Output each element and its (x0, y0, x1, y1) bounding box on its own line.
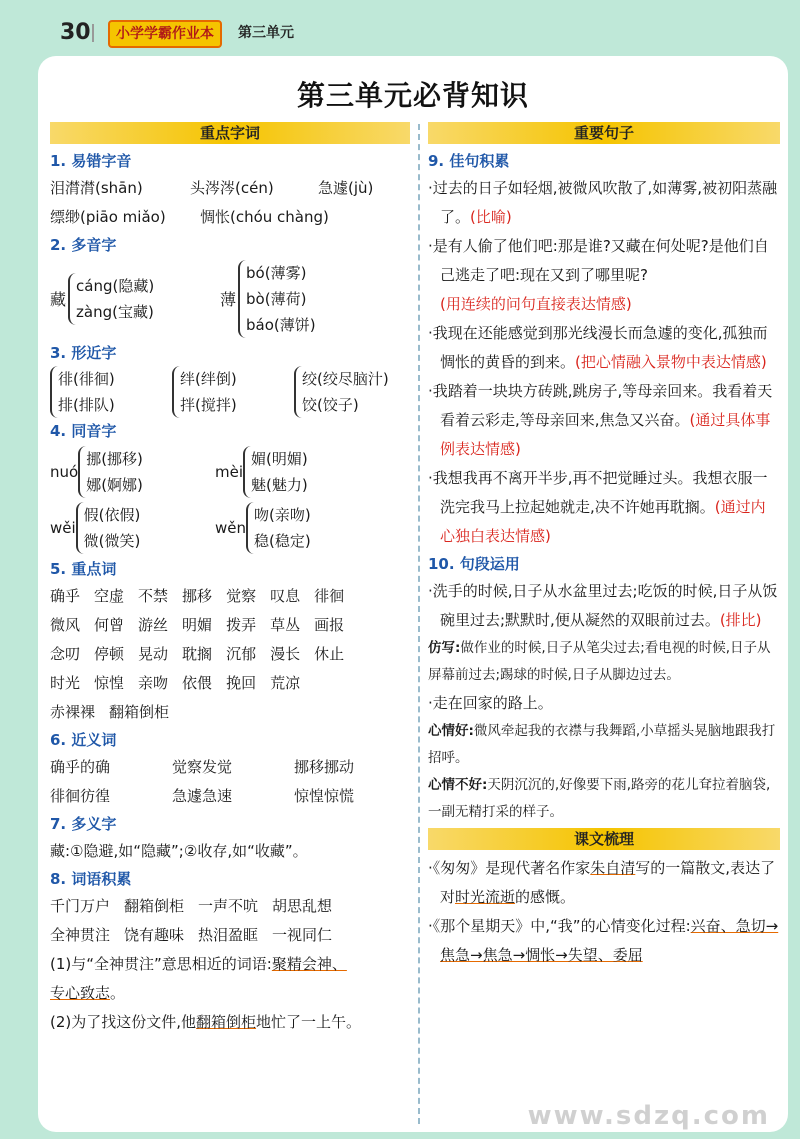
pinyin-item: 惆怅(chóu chàng) (200, 208, 329, 226)
word: 急速 (202, 787, 233, 805)
idiom: 全神贯注 (50, 926, 111, 944)
word: 觉察 (172, 758, 203, 776)
char-item: 绞(绞尽脑汁) (302, 370, 389, 388)
label: 心情不好: (428, 777, 488, 793)
review-item (428, 912, 780, 970)
word: 惊慌 (324, 787, 355, 805)
sentence-item (428, 464, 780, 551)
word: 徘徊 (50, 787, 81, 805)
word: 晃动 (138, 645, 169, 663)
right-column (428, 120, 780, 970)
sentence-note: (用连续的问句直接表达情感) (440, 295, 632, 313)
exercise-text: (2)为了找这份文件,他 (50, 1013, 197, 1031)
brace-list (238, 260, 316, 338)
section-heading: 2. 多音字 (50, 236, 117, 254)
word: 挽回 (226, 674, 257, 692)
synonym-pair (172, 782, 294, 811)
pinyin-item: 急遽(jù) (318, 179, 374, 197)
idiom: 一声不吭 (198, 897, 259, 915)
brand-badge: 小学学霸作业本 (108, 20, 222, 48)
sentence-item (428, 319, 780, 377)
answer-text: 翻箱倒柜 (196, 1013, 257, 1031)
answer-text: 兴奋、急切→焦急→焦急→惆怅→失望、委屈 (440, 917, 779, 964)
char-item: 魅(魅力) (251, 476, 308, 494)
imitation-text: 做作业的时候,日子从笔尖过去;看电视的时候,日子从屏幕前过去;踢球的时候,日子从脚边过去。 (428, 640, 771, 683)
pinyin-item: 泪潸潸(shān) (50, 179, 143, 197)
char-item: 微(微笑) (83, 532, 141, 550)
polyphone-char: 薄 (220, 289, 237, 309)
exercise-text: (1)与“全神贯注”意思相近的词语: (50, 955, 272, 973)
page-header (0, 0, 800, 50)
sentence-item (428, 232, 780, 319)
review-text: 写的一篇散文,表达了对 (440, 859, 776, 906)
polyphone-char: 藏 (50, 289, 67, 309)
review-text: ·《匆匆》是现代著名作家 (428, 859, 591, 877)
left-column (50, 120, 410, 1037)
sentence-item (428, 174, 780, 232)
section-heading: 8. 词语积累 (50, 870, 132, 888)
exercise-text: 地忙了一上午。 (256, 1013, 362, 1031)
section-heading: 1. 易错字音 (50, 152, 132, 170)
char-item: 娜(婀娜) (86, 476, 143, 494)
brace-list (68, 273, 154, 325)
watermark: www.sdzq.com (527, 1101, 770, 1131)
idiom: 胡思乱想 (272, 897, 333, 915)
word: 觉察 (226, 587, 257, 605)
sentence-note: (比喻) (470, 208, 512, 226)
content-card (38, 56, 788, 1132)
word: 微风 (50, 616, 81, 634)
word: 停顿 (94, 645, 125, 663)
mood-text: 微风牵起我的衣襟与我舞蹈,小草摇头晃脑地跟我打招呼。 (428, 723, 776, 766)
char-item: 排(排队) (58, 396, 115, 414)
word: 确乎 (50, 587, 81, 605)
word: 不禁 (138, 587, 169, 605)
word: 惊惶 (94, 674, 125, 692)
word: 翻箱倒柜 (109, 703, 170, 721)
word: 依偎 (182, 674, 213, 692)
sentence-text: ·过去的日子如轻烟,被微风吹散了,如薄雾,被初阳蒸融了。 (428, 179, 778, 226)
label: 心情好: (428, 723, 474, 739)
word: 何曾 (94, 616, 125, 634)
homophone-group (215, 502, 311, 554)
word: 亲吻 (138, 674, 169, 692)
polysemy-text: 藏:①隐避,如“隐藏”;②收存,如“收藏”。 (50, 842, 308, 860)
page-number: 30 (60, 20, 91, 45)
char-item: 媚(明媚) (251, 450, 308, 468)
word: 发觉 (202, 758, 233, 776)
column-divider (418, 124, 420, 1124)
homophone-block (50, 444, 410, 556)
sentence-item (428, 577, 780, 635)
word: 空虚 (94, 587, 125, 605)
homophone-pinyin: wěn (215, 518, 247, 537)
synonym-pair (50, 753, 172, 782)
sentence-text: ·我踏着一块块方砖跳,跳房子,等母亲回来。我看着天看着云彩走,等母亲回来,焦急又兴奋。 (428, 382, 773, 429)
homophone-group (50, 446, 215, 498)
section-heading: 3. 形近字 (50, 344, 117, 362)
synonym-pair (172, 753, 294, 782)
section-band-sentences: 重要句子 (428, 122, 780, 144)
word: 挪移 (294, 758, 325, 776)
unit-label: 第三单元 (238, 25, 294, 41)
exercise-1 (50, 950, 410, 1008)
idiom: 饶有趣味 (124, 926, 185, 944)
mood-text: 天阴沉沉的,好像要下雨,路旁的花儿耷拉着脑袋,一副无精打采的样子。 (428, 777, 771, 820)
char-item: 假(依假) (83, 506, 141, 524)
word: 彷徨 (80, 787, 111, 805)
char-item: 挪(挪移) (86, 450, 143, 468)
reading: bò(薄荷) (246, 290, 307, 308)
similar-chars-block (50, 366, 410, 418)
word: 耽搁 (182, 645, 213, 663)
section-heading: 5. 重点词 (50, 560, 117, 578)
word: 草丛 (270, 616, 301, 634)
exercise-2 (50, 1008, 410, 1037)
answer-text: 时光流逝 (455, 888, 516, 906)
brace-list (50, 366, 164, 418)
section-band-text-review: 课文梳理 (428, 828, 780, 850)
char-item: 徘(徘徊) (58, 370, 115, 388)
word: 荒凉 (270, 674, 301, 692)
exercise-text: 。 (110, 984, 126, 1002)
homophone-group (50, 502, 215, 554)
good-mood (428, 718, 780, 772)
brace-list (76, 502, 141, 554)
key-words (50, 582, 410, 727)
section-band-vocab: 重点字词 (50, 122, 410, 144)
reading: báo(薄饼) (246, 316, 316, 334)
page-title: 第三单元必背知识 (296, 79, 529, 112)
imitation-writing (428, 635, 780, 689)
brace-list (172, 366, 286, 418)
section-heading: 9. 佳句积累 (428, 152, 510, 170)
idiom: 千门万户 (50, 897, 111, 915)
section-heading: 6. 近义词 (50, 731, 117, 749)
brace-list (78, 446, 143, 498)
char-item: 吻(亲吻) (254, 506, 311, 524)
word: 漫长 (270, 645, 301, 663)
pinyin-item: 缥缈(piāo miǎo) (50, 208, 166, 226)
sentence-note: (把心情融入景物中表达情感) (575, 353, 767, 371)
word: 赤裸裸 (50, 703, 96, 721)
sentence-item (428, 377, 780, 464)
word: 休止 (314, 645, 345, 663)
answer-text: 聚精会神、 (271, 955, 347, 973)
homophone-group (215, 446, 308, 498)
word: 游丝 (138, 616, 169, 634)
reading: bó(薄雾) (246, 264, 307, 282)
bad-mood (428, 772, 780, 826)
idiom: 翻箱倒柜 (124, 897, 185, 915)
answer-text: 朱自清 (590, 859, 636, 877)
polyphone-group (220, 260, 316, 338)
synonym-pair (294, 753, 354, 782)
polyphone-group (50, 273, 220, 325)
homophone-pinyin: mèi (215, 462, 244, 481)
label: 仿写: (428, 640, 461, 656)
word: 挪移 (182, 587, 213, 605)
sentence-text: ·洗手的时候,日子从水盆里过去;吃饭的时候,日子从饭碗里过去;默默时,便从凝然的双眼前过去。 (428, 582, 778, 629)
char-item: 绊(绊倒) (180, 370, 237, 388)
sentence-note: (排比) (719, 611, 762, 629)
word: 挪动 (324, 758, 355, 776)
brace-list (246, 502, 311, 554)
pinyin-row (50, 174, 410, 203)
word: 急遽 (172, 787, 203, 805)
word: 沉郁 (226, 645, 257, 663)
pinyin-row (50, 203, 410, 232)
char-item: 稳(稳定) (254, 532, 311, 550)
idiom: 一视同仁 (272, 926, 333, 944)
word: 叹息 (270, 587, 301, 605)
answer-text: 专心致志 (50, 984, 111, 1002)
homophone-pinyin: wěi (50, 518, 76, 537)
word: 时光 (50, 674, 81, 692)
sentence-text: ·我现在还能感觉到那光线漫长而急遽的变化,孤独而惆怅的黄昏的到来。 (428, 324, 768, 371)
brace-list (294, 366, 389, 418)
review-text: 的感慨。 (515, 888, 576, 906)
section-heading: 10. 句段运用 (428, 555, 520, 573)
brace-list (243, 446, 308, 498)
word: 拨弄 (226, 616, 257, 634)
section-heading: 7. 多义字 (50, 815, 117, 833)
sentence-text: ·我想我再不离开半步,再不把觉睡过头。我想衣服一洗完我马上拉起她就走,决不许她再耽搁。 (428, 469, 768, 516)
review-text: ·《那个星期天》中,“我”的心情变化过程: (428, 917, 691, 935)
char-item: 拌(搅拌) (180, 396, 237, 414)
word: 确乎 (50, 758, 81, 776)
idiom: 热泪盈眶 (198, 926, 259, 944)
word: 惊惶 (294, 787, 325, 805)
polyphone-block (50, 258, 410, 340)
synonym-pair (294, 782, 354, 811)
reading: cáng(隐藏) (76, 277, 155, 295)
char-item: 饺(饺子) (302, 396, 359, 414)
word: 的确 (80, 758, 111, 776)
word: 画报 (314, 616, 345, 634)
sentence-item: ·走在回家的路上。 (428, 694, 553, 712)
sentence-note: (通过内心独白表达情感) (440, 498, 766, 545)
homophone-pinyin: nuó (50, 462, 79, 481)
header-divider (92, 24, 94, 42)
sentence-text: ·是有人偷了他们吧:那是谁?又藏在何处呢?是他们自己逃走了吧:现在又到了哪里呢? (428, 237, 769, 284)
section-heading: 4. 同音字 (50, 422, 117, 440)
synonym-pair (50, 782, 172, 811)
idioms (50, 892, 410, 950)
synonyms (50, 753, 410, 811)
reading: zàng(宝藏) (76, 303, 154, 321)
sentence-note: (通过具体事例表达情感) (440, 411, 771, 458)
word: 念叨 (50, 645, 81, 663)
word: 徘徊 (314, 587, 345, 605)
review-item (428, 854, 780, 912)
word: 明媚 (182, 616, 213, 634)
pinyin-item: 头涔涔(cén) (190, 179, 274, 197)
